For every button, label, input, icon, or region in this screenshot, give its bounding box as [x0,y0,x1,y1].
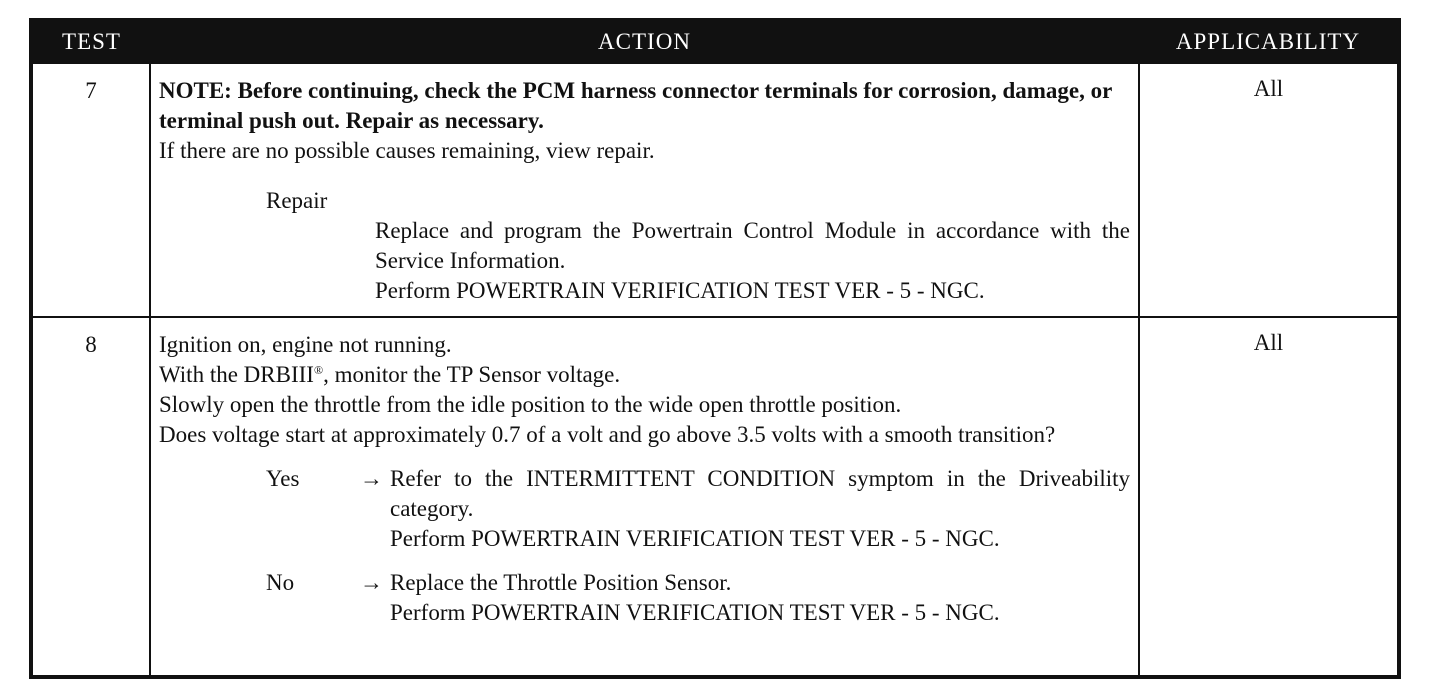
no-line: Replace the Throttle Position Sensor. [390,570,732,595]
test-number: 7 [31,63,150,317]
header-action: ACTION [150,20,1139,63]
no-text [390,568,1130,628]
note-text: NOTE: Before continuing, check the PCM harness connector terminals for corrosion, damage, or terminal push out. Repair as necessary. [159,78,1112,133]
applicability-value: All [1139,63,1399,317]
step-text: Slowly open the throttle from the idle position to the wide open throttle position. [159,392,902,417]
table-row [31,317,1399,677]
test-number: 8 [31,317,150,677]
repair-label: Repair [266,188,328,213]
yes-branch [159,464,1130,554]
yes-line: Refer to the INTERMITTENT CONDITION symptom in the Driveability category. [390,466,1130,521]
arrow-right-icon: → [360,570,383,595]
applicability-value: All [1139,317,1399,677]
header-test: TEST [31,20,150,63]
repair-line: Perform POWERTRAIN VERIFICATION TEST VER - 5 - NGC. [375,278,985,303]
header-applicability: APPLICABILITY [1139,20,1399,63]
intro-text: If there are no possible causes remaining, view repair. [159,138,655,163]
step-text: Does voltage start at approximately 0.7 of a volt and go above 3.5 volts with a smooth transition? [159,422,1056,447]
step-text: Ignition on, engine not running. [159,332,452,357]
action-cell [150,63,1139,317]
arrow-right-icon: → [360,466,383,491]
registered-mark: ® [313,363,324,377]
yes-label: Yes [266,466,300,491]
repair-line: Replace and program the Powertrain Control Module in accordance with the Service Information. [375,218,1130,273]
step-text-drb [159,360,1130,390]
diagnostic-test-table [29,18,1401,679]
step-text-drb-b: , monitor the TP Sensor voltage. [323,362,621,387]
no-line: Perform POWERTRAIN VERIFICATION TEST VER - 5 - NGC. [390,600,1000,625]
yes-line: Perform POWERTRAIN VERIFICATION TEST VER - 5 - NGC. [390,526,1000,551]
table-header-row [31,20,1399,63]
document-page [29,18,1397,679]
yes-text [390,464,1130,554]
step-text-drb-a: With the DRBIII [159,362,314,387]
action-cell [150,317,1139,677]
no-label: No [266,570,295,595]
no-branch [159,568,1130,628]
table-row [31,63,1399,317]
